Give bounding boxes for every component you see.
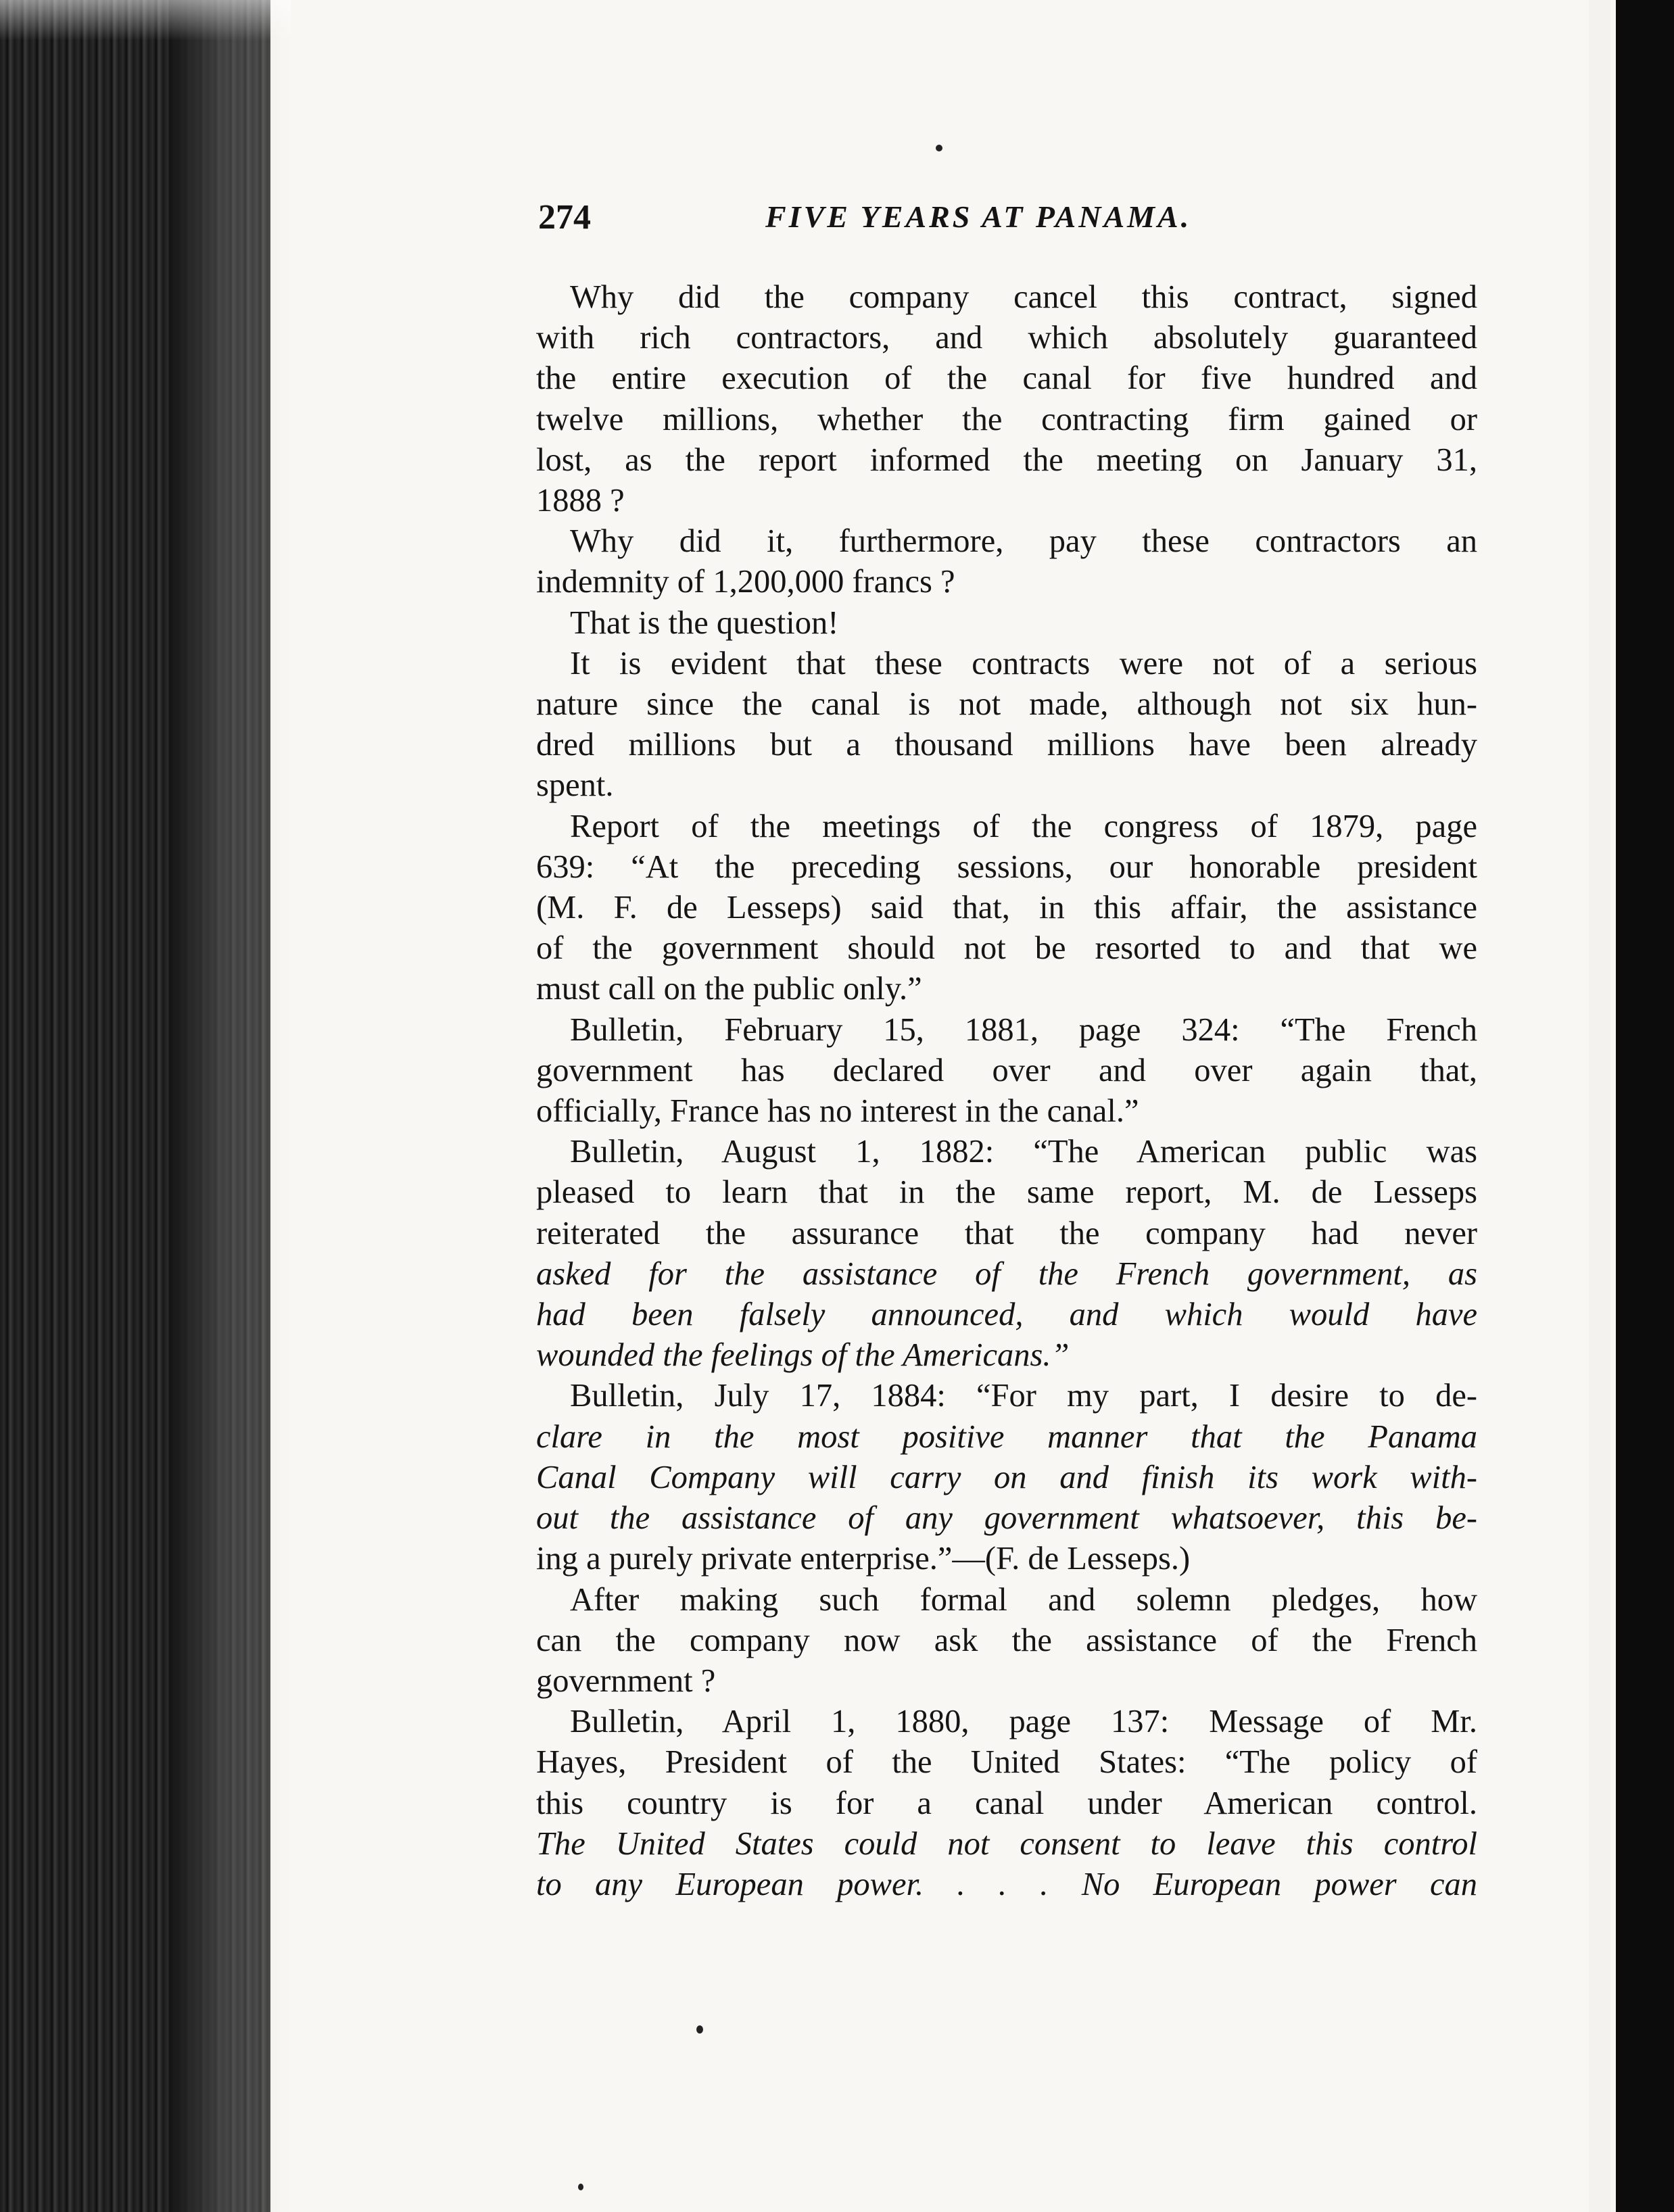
text-line: Report of the meetings of the congress of 1879, page (570, 808, 1477, 844)
speck (936, 145, 942, 151)
text-line: out the assistance of any government whatsoever, this be- (536, 1500, 1477, 1537)
text-line: this country is for a canal under American control. (536, 1785, 1477, 1821)
text-line: It is evident that these contracts were not of a serious (570, 645, 1477, 681)
text-line: wounded the feelings of the Americans.” (536, 1337, 1070, 1374)
text-line: lost, as the report informed the meeting on January 31, (536, 441, 1477, 478)
text-line: the entire execution of the canal for five hundred and (536, 360, 1477, 397)
text-line: Bulletin, July 17, 1884: “For my part, I desire to de- (570, 1378, 1477, 1414)
paragraph (536, 1580, 1477, 1702)
paragraph (536, 603, 1477, 644)
text-line: twelve millions, whether the contracting firm gained or (536, 401, 1477, 437)
text-line: (M. F. de Lesseps) said that, in this affair, the assistance (536, 890, 1477, 926)
text-line: with rich contractors, and which absolutely guaranteed (536, 320, 1477, 356)
paragraph (536, 521, 1477, 602)
speck (696, 2025, 703, 2034)
paragraph (536, 1132, 1477, 1376)
text-line: Hayes, President of the United States: “The policy of (536, 1744, 1477, 1781)
paragraph (536, 807, 1477, 1010)
text-line: pleased to learn that in the same report, M. de Lesseps (536, 1174, 1477, 1211)
paragraph (536, 1010, 1477, 1132)
text-line: After making such formal and solemn pledges, how (570, 1581, 1477, 1618)
text-line: Why did it, furthermore, pay these contractors an (570, 523, 1477, 560)
text-line: That is the question! (570, 604, 839, 641)
text-line: 639: “At the preceding sessions, our honorable president (536, 848, 1477, 885)
text-line: 1888 ? (536, 483, 625, 519)
paragraph (536, 277, 1477, 521)
text-line: must call on the public only.” (536, 971, 922, 1007)
paragraph (536, 1376, 1477, 1579)
text-line: dred millions but a thousand millions have been already (536, 727, 1477, 763)
text-line: had been falsely announced, and which would have (536, 1297, 1477, 1333)
text-line: ing a purely private enterprise.”—(F. de Lesseps.) (536, 1541, 1191, 1577)
text-line: The United States could not consent to leave this control (536, 1825, 1477, 1862)
text-line: Bulletin, April 1, 1880, page 137: Message of Mr. (570, 1704, 1477, 1740)
text-line: indemnity of 1,200,000 francs ? (536, 564, 955, 600)
text-line: reiterated the assurance that the company had never (536, 1215, 1477, 1251)
page-header (538, 197, 1262, 245)
text-line: officially, France has no interest in the canal.” (536, 1093, 1139, 1130)
text-line: asked for the assistance of the French government, as (536, 1255, 1477, 1292)
body-text (536, 277, 1477, 1905)
text-line: Bulletin, August 1, 1882: “The American public was (570, 1134, 1477, 1170)
text-line: government ? (536, 1662, 716, 1699)
text-line: clare in the most positive manner that the Panama (536, 1418, 1477, 1455)
text-line: to any European power. . . . No European power can (536, 1866, 1477, 1902)
text-line: of the government should not be resorted to and that we (536, 930, 1477, 967)
text-line: Why did the company cancel this contract, signed (570, 279, 1477, 315)
paragraph (536, 1702, 1477, 1905)
text-line: Bulletin, February 15, 1881, page 324: “The French (570, 1011, 1477, 1048)
text-line: spent. (536, 767, 614, 804)
gutter-highlight (0, 0, 291, 41)
page-number: 274 (538, 198, 591, 237)
paragraph (536, 644, 1477, 807)
text-line: nature since the canal is not made, although not six hun- (536, 686, 1477, 723)
text-line: can the company now ask the assistance of the French (536, 1622, 1477, 1658)
running-head: FIVE YEARS AT PANAMA. (765, 199, 1192, 234)
book-edge-right (1616, 0, 1674, 2212)
text-line: government has declared over and over again that, (536, 1052, 1477, 1088)
gutter-shadow (169, 0, 291, 2212)
speck (578, 2184, 583, 2190)
text-line: Canal Company will carry on and finish its work with- (536, 1459, 1477, 1495)
